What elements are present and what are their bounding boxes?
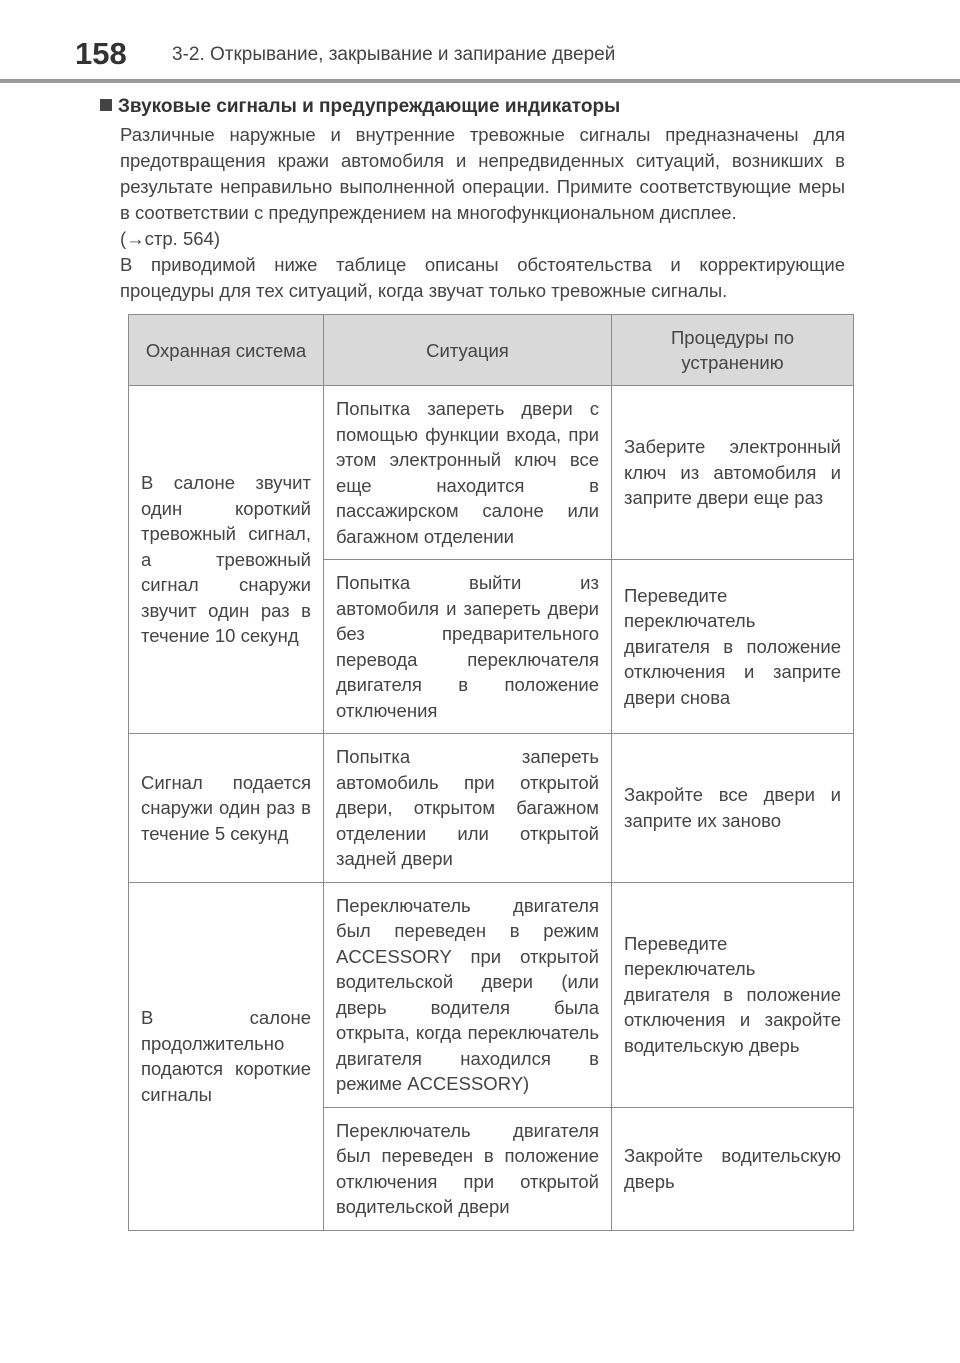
section-heading-text: Звуковые сигналы и предупреждающие индикаторы xyxy=(118,96,621,117)
procedure-cell: Переведите переключатель двигателя в положение отключения и заприте двери снова xyxy=(612,560,854,734)
procedure-cell: Переведите переключатель двигателя в положение отключения и закройте водительскую дверь xyxy=(612,882,854,1107)
header-procedure: Процедуры по устранению xyxy=(612,315,854,386)
page-reference: (→стр. 564) xyxy=(120,228,220,249)
security-system-cell: В салоне продолжительно подаются короткие сигналы xyxy=(129,882,324,1230)
table-row xyxy=(129,734,854,883)
situation-cell: Попытка запереть автомобиль при открытой двери, открытом багажном отделении или открытой задней двери xyxy=(324,734,612,883)
security-system-cell: В салоне звучит один короткий тревожный сигнал, а тревожный сигнал снаружи звучит один раз в течение 10 секунд xyxy=(129,386,324,734)
chapter-title: 3-2. Открывание, закрывание и запирание дверей xyxy=(172,44,616,65)
procedure-cell: Закройте все двери и заприте их заново xyxy=(612,734,854,883)
situation-cell: Попытка выйти из автомобиля и запереть двери без предварительного перевода переключателя двигателя в положение отключения xyxy=(324,560,612,734)
table-row xyxy=(129,386,854,560)
procedure-cell: Заберите электронный ключ из автомобиля и заприте двери еще раз xyxy=(612,386,854,560)
security-system-cell: Сигнал подается снаружи один раз в течение 5 секунд xyxy=(129,734,324,883)
page-header xyxy=(0,0,960,84)
intro-paragraph-text: Различные наружные и внутренние тревожные сигналы предназначены для предотвращения кражи автомобиля и непредвиденных ситуаций, возникших в результате неправильно выполненной операции. Примите соответствующие меры в соответствии с предупреждением на многофункциональном дисплее. xyxy=(120,124,845,223)
alarm-table xyxy=(128,314,854,1231)
table-description-paragraph: В приводимой ниже таблице описаны обстоятельства и корректирующие процедуры для тех ситуаций, когда звучат только тревожные сигналы. xyxy=(120,254,845,301)
header-security-system: Охранная система xyxy=(129,315,324,386)
page-number: 158 xyxy=(75,36,127,71)
situation-cell: Переключатель двигателя был переведен в режим ACCESSORY при открытой водительской двери (или дверь водителя была открыта, когда переключатель двигателя находился в режиме ACCESSORY) xyxy=(324,882,612,1107)
situation-cell: Попытка запереть двери с помощью функции входа, при этом электронный ключ все еще находится в пассажирском салоне или багажном отделении xyxy=(324,386,612,560)
header-situation: Ситуация xyxy=(324,315,612,386)
square-bullet-icon xyxy=(100,99,112,111)
intro-paragraph xyxy=(120,122,845,252)
procedure-cell: Закройте водительскую дверь xyxy=(612,1107,854,1230)
situation-cell: Переключатель двигателя был переведен в положение отключения при открытой водительской двери xyxy=(324,1107,612,1230)
table-row xyxy=(129,882,854,1107)
header-divider xyxy=(0,79,960,83)
table-header-row xyxy=(129,315,854,386)
section-heading xyxy=(100,96,620,118)
